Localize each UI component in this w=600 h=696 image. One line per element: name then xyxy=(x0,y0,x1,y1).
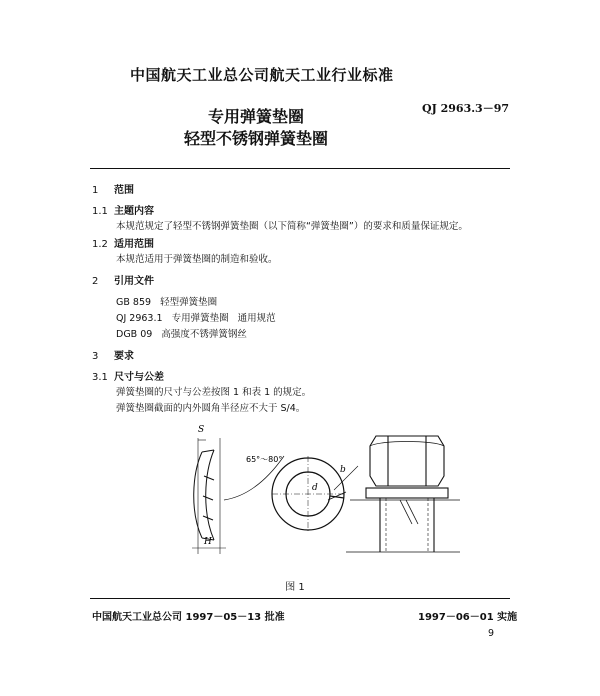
page-number: 9 xyxy=(488,628,495,639)
section-1-2-text: 本规范适用于弹簧垫圈的制造和验收。 xyxy=(116,254,278,265)
label-s: S xyxy=(198,425,205,435)
organization-title: 中国航天工业总公司航天工业行业标准 xyxy=(130,66,394,84)
label-h: H xyxy=(204,537,212,547)
leader-line xyxy=(334,466,358,490)
section-title: 适用范围 xyxy=(114,239,154,250)
figure-1-spring-washer-drawing xyxy=(180,416,460,576)
label-d: d xyxy=(312,483,318,493)
reference-item: DGB 09 高强度不锈弹簧钢丝 xyxy=(116,329,247,340)
section-3-1-text-line1: 弹簧垫圈的尺寸与公差按图 1 和表 1 的规定。 xyxy=(116,387,312,398)
bolt-nut-assembly xyxy=(346,436,460,552)
standard-code: QJ 2963.3－97 xyxy=(422,102,510,115)
header-rule xyxy=(90,168,510,169)
section-1-1-heading xyxy=(92,202,154,217)
reference-item: QJ 2963.1 专用弹簧垫圈 通用规范 xyxy=(116,313,276,324)
section-title: 要求 xyxy=(114,351,134,362)
approval-date: 中国航天工业总公司 1997－05－13 批准 xyxy=(92,612,285,623)
section-3-1-text-line2: 弹簧垫圈截面的内外圆角半径应不大于 S/4。 xyxy=(116,403,306,414)
figure-caption: 图 1 xyxy=(285,582,305,593)
section-1-2-heading xyxy=(92,235,154,250)
label-angle: 65°～80° xyxy=(246,455,283,464)
section-1-heading xyxy=(92,181,134,196)
reference-item: GB 859 轻型弹簧垫圈 xyxy=(116,297,218,308)
footer-rule xyxy=(90,598,510,599)
section-3-1-heading xyxy=(92,368,164,383)
section-number: 2 xyxy=(92,276,99,287)
section-title: 尺寸与公差 xyxy=(114,372,164,383)
section-title: 范围 xyxy=(114,185,134,196)
washer-front-view xyxy=(272,456,346,532)
section-number: 1.2 xyxy=(92,239,108,250)
section-title: 引用文件 xyxy=(114,276,154,287)
effective-date: 1997－06－01 实施 xyxy=(418,612,518,623)
section-title: 主题内容 xyxy=(114,206,154,217)
document-title-line2: 轻型不锈钢弹簧垫圈 xyxy=(183,129,328,148)
section-number: 1 xyxy=(92,185,99,196)
label-b: b xyxy=(340,465,346,475)
section-3-heading xyxy=(92,347,134,362)
section-number: 3 xyxy=(92,351,99,362)
section-1-1-text: 本规范规定了轻型不锈钢弹簧垫圈（以下简称“弹簧垫圈”）的要求和质量保证规定。 xyxy=(116,221,468,232)
section-number: 1.1 xyxy=(92,206,108,217)
section-2-heading xyxy=(92,272,154,287)
section-number: 3.1 xyxy=(92,372,108,383)
document-title-line1: 专用弹簧垫圈 xyxy=(207,107,304,126)
